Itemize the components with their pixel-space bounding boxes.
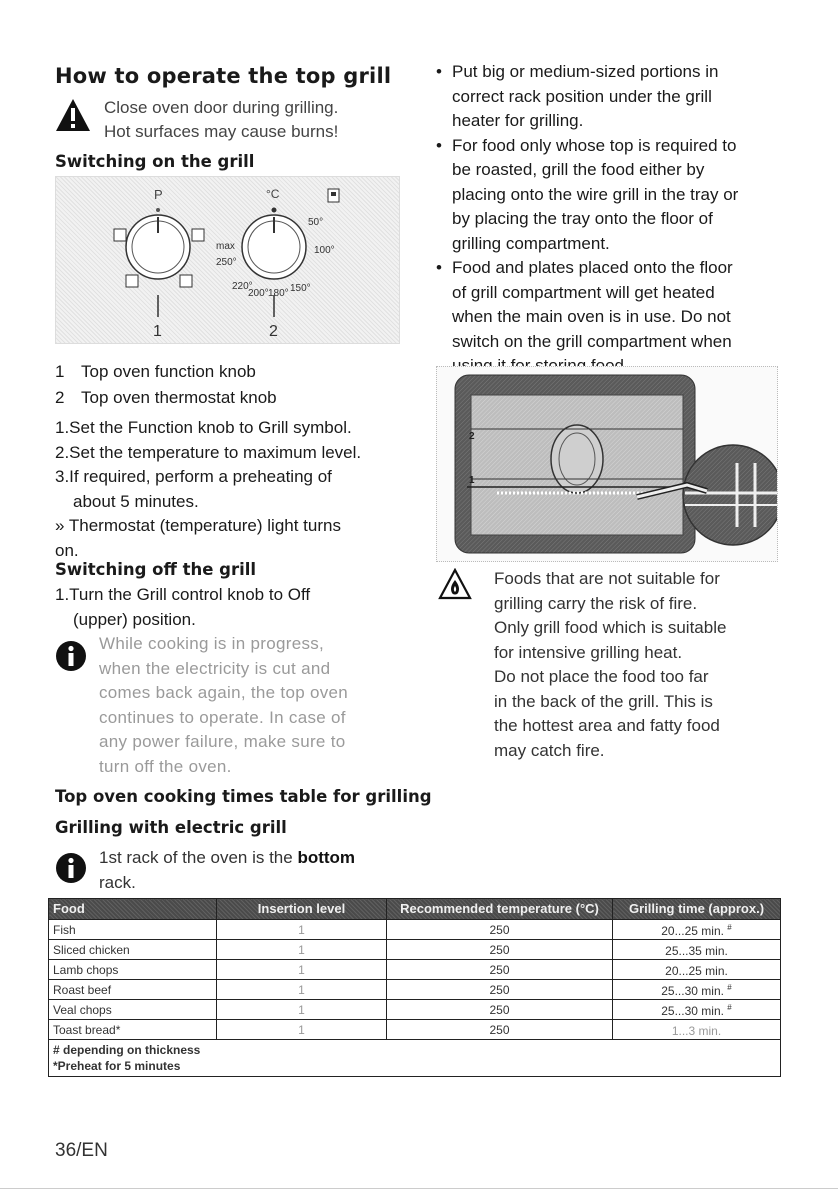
switching-on-steps: 1.Set the Function knob to Grill symbol. 2.Set the temperature to maximum level. 3.If required, perform a preheating of about 5 minutes. » Thermostat (temperature) light turns on.	[55, 418, 362, 560]
info-icon	[55, 852, 87, 884]
list-item: • Food and plates placed onto the floor of grill compartment will get heated when the main oven is in use. Do not switch on the grill compartment when	[436, 256, 796, 379]
switching-on-heading: Switching on the grill	[55, 152, 255, 171]
rack-info-text: 1st rack of the oven is the bottom rack.	[99, 848, 356, 892]
table-row: Roast beef 1 250 25...30 min. #	[49, 980, 781, 1000]
list-item: • For food only whose top is required to be roasted, grill the food either by placing onto the wire grill in the tray or by placing the tray onto the floor of grilling compartment.	[436, 134, 796, 257]
knob-legend: 1 Top oven function knob 2 Top oven thermostat knob	[55, 362, 277, 407]
page-number: 36/EN	[55, 1140, 108, 1161]
table-row: Fish 1 250 20...25 min. #	[49, 920, 781, 940]
control-panel-illustration: P °C 50° max 100° 250° 220° 200° 180° 150° 1 2	[55, 176, 400, 344]
fire-warning-text: Foods that are not suitable for grilling carry the risk of fire. Only grill food which is suitable for intensive grilling heat. Do not place the food too far in the back of the grill. This is the hottest area and fatty food may catch fire.	[494, 569, 727, 760]
warning-triangle-icon	[55, 98, 91, 134]
grill-compartment-illustration	[436, 366, 778, 562]
rack-label-1: 1	[469, 475, 475, 486]
knob1-number: 1	[153, 323, 162, 340]
grill-tips-list	[436, 60, 796, 379]
warning-text: Close oven door during grilling. Hot surfaces may cause burns!	[104, 98, 339, 141]
table-footnote-row: # depending on thickness *Preheat for 5 minutes	[49, 1040, 781, 1077]
fire-warning-icon	[438, 568, 472, 602]
switching-off-heading: Switching off the grill	[55, 560, 257, 579]
grilling-times-table	[48, 898, 781, 1077]
knob2-celsius-label: °C	[266, 187, 280, 201]
table-row: Sliced chicken 1 250 25...35 min.	[49, 940, 781, 960]
page-title: How to operate the top grill	[55, 64, 392, 88]
switching-off-steps: 1.Turn the Grill control knob to Off (upper) position.	[55, 585, 311, 629]
bottom-divider	[0, 1188, 838, 1189]
cooking-times-heading: Top oven cooking times table for grilling	[55, 787, 432, 806]
table-row: Veal chops 1 250 25...30 min. #	[49, 1000, 781, 1020]
info-icon	[55, 640, 87, 672]
knob1-p-label: P	[154, 187, 163, 202]
table-row: Lamb chops 1 250 20...25 min.	[49, 960, 781, 980]
table-header-row: Food Insertion level Recommended temperature (°C) Grilling time (approx.)	[49, 899, 781, 920]
list-item: • Put big or medium-sized portions in correct rack position under the grill heater for grilling.	[436, 60, 796, 134]
power-failure-info: While cooking is in progress, when the electricity is cut and comes back again, the top oven continues to operate. In case of any power failure, make sure to turn off the oven.	[99, 634, 349, 776]
table-row: Toast bread* 1 250 1...3 min.	[49, 1020, 781, 1040]
rack-label-2: 2	[469, 431, 475, 442]
knob2-number: 2	[269, 323, 278, 340]
electric-grill-subheading: Grilling with electric grill	[55, 818, 287, 837]
